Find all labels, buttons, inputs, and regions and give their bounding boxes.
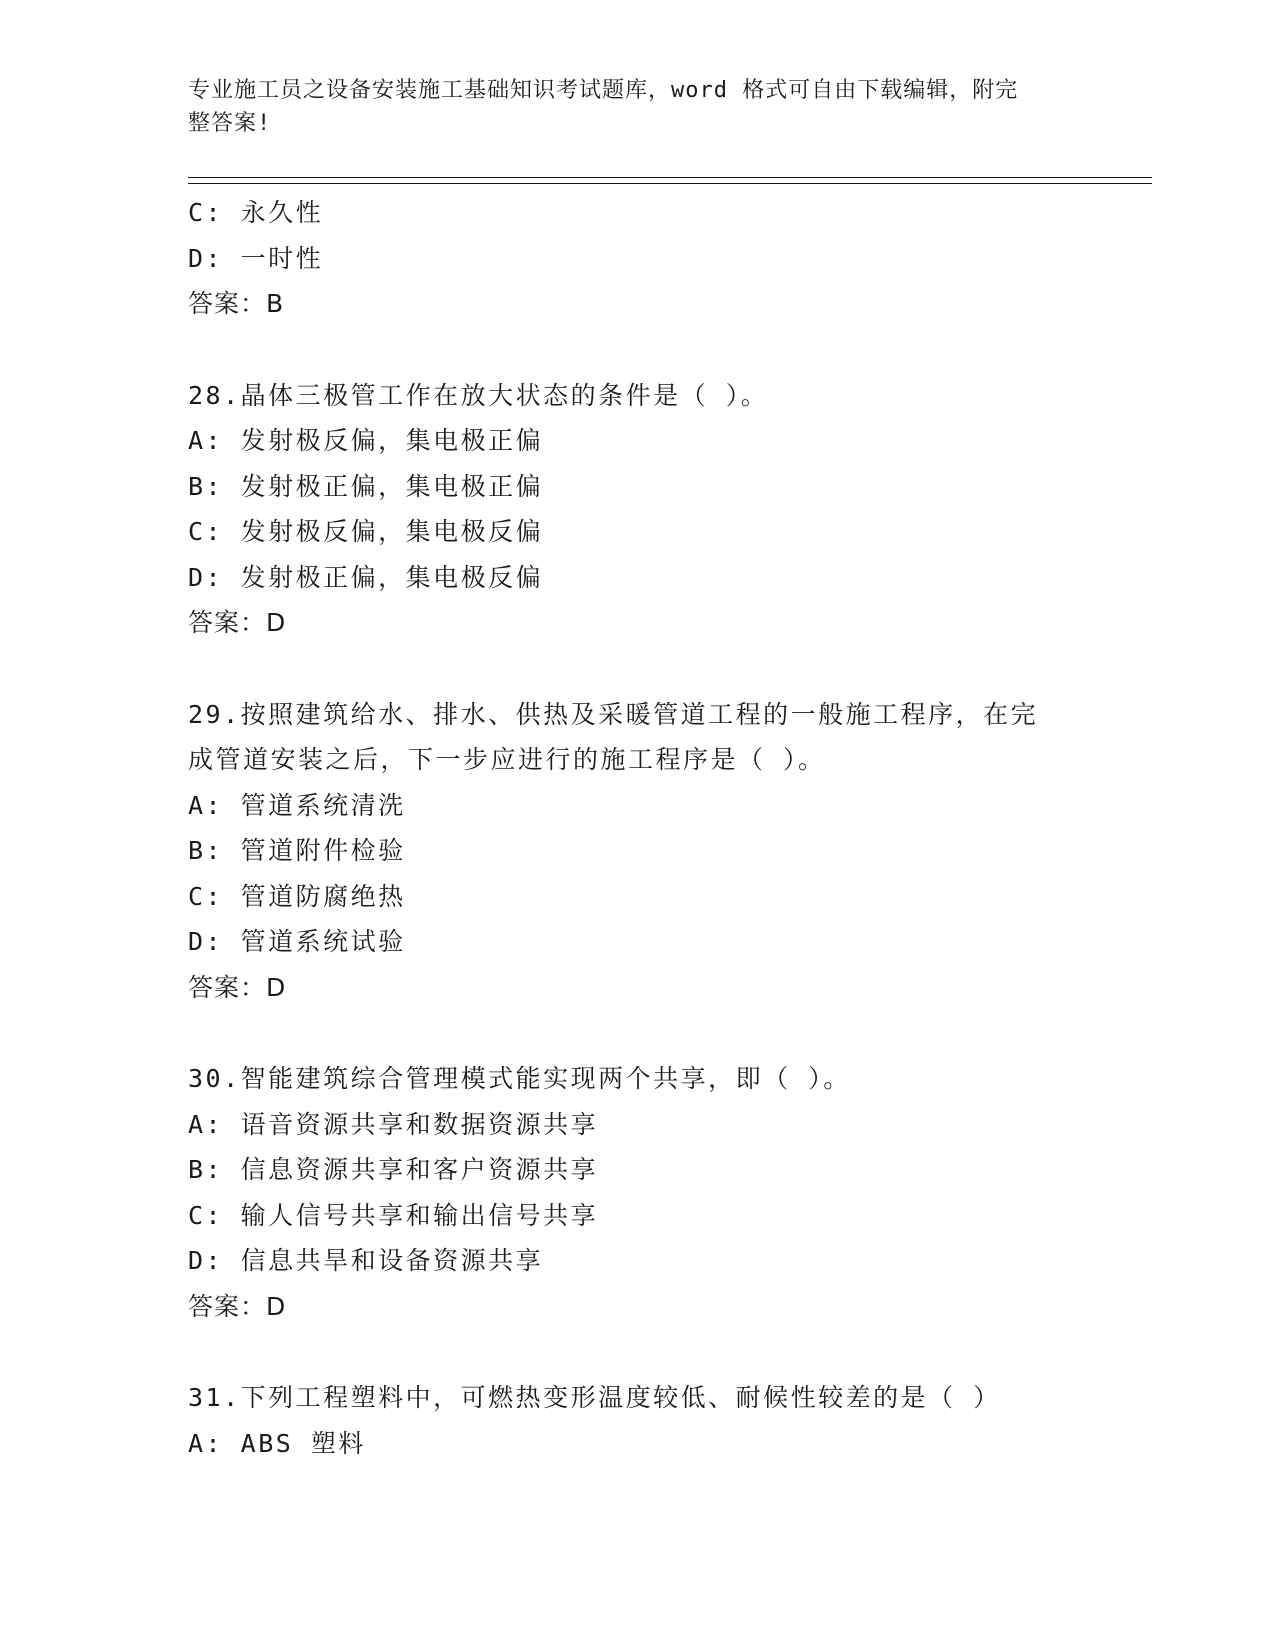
- option-a: A: 管道系统清洗: [188, 790, 406, 820]
- option-d: D: 一时性: [188, 243, 324, 273]
- header-title-line-1: 专业施工员之设备安装施工基础知识考试题库，word 格式可自由下载编辑，附完: [188, 78, 1019, 103]
- option-b: B: 发射极正偏，集电极正偏: [188, 471, 544, 501]
- header-divider-top: [188, 177, 1152, 178]
- header-divider-bottom: [188, 183, 1152, 184]
- question-29-text: [188, 692, 1088, 783]
- question-list: [188, 190, 1088, 1466]
- option-c: C: 输人信号共享和输出信号共享: [188, 1200, 599, 1230]
- option-b: B: 管道附件检验: [188, 836, 406, 865]
- question-line: 29.按照建筑给水、排水、供热及采暖管道工程的一般施工程序，在完: [188, 699, 1039, 729]
- question-line: 28.晶体三极管工作在放大状态的条件是（ ）。: [188, 380, 769, 410]
- option-d: D: 管道系统试验: [188, 927, 406, 956]
- question-line: 30.智能建筑综合管理模式能实现两个共享，即（ ）。: [188, 1064, 851, 1093]
- option-c: C: 管道防腐绝热: [188, 881, 406, 911]
- spacer: [188, 646, 1088, 692]
- question-line: 31.下列工程塑料中，可燃热变形温度较低、耐候性较差的是（ ）: [188, 1383, 1001, 1412]
- option-a: A: 语音资源共享和数据资源共享: [188, 1109, 599, 1139]
- spacer: [188, 1010, 1088, 1056]
- option-c: C: 发射极反偏，集电极反偏: [188, 517, 544, 546]
- answer: 答案：D: [188, 1291, 287, 1321]
- answer: 答案：D: [188, 608, 287, 637]
- question-30-text: [188, 1056, 1088, 1102]
- option-b: B: 信息资源共享和客户资源共享: [188, 1155, 599, 1184]
- option-d: D: 发射极正偏，集电极反偏: [188, 562, 544, 592]
- question-28-text: [188, 373, 1088, 419]
- header-title-line-2: 整答案!: [188, 111, 272, 136]
- spacer: [188, 1329, 1088, 1375]
- question-31-text: [188, 1375, 1088, 1421]
- question-line: 成管道安装之后，下一步应进行的施工程序是（ ）。: [188, 745, 826, 774]
- document-header: [188, 74, 1068, 140]
- option-d: D: 信息共旱和设备资源共享: [188, 1246, 544, 1275]
- answer: 答案：B: [188, 289, 285, 318]
- option-c: C: 永久性: [188, 198, 324, 227]
- option-a: A: 发射极反偏，集电极正偏: [188, 426, 544, 455]
- option-a: A: ABS 塑料: [188, 1428, 366, 1458]
- answer: 答案：D: [188, 972, 287, 1002]
- spacer: [188, 327, 1088, 373]
